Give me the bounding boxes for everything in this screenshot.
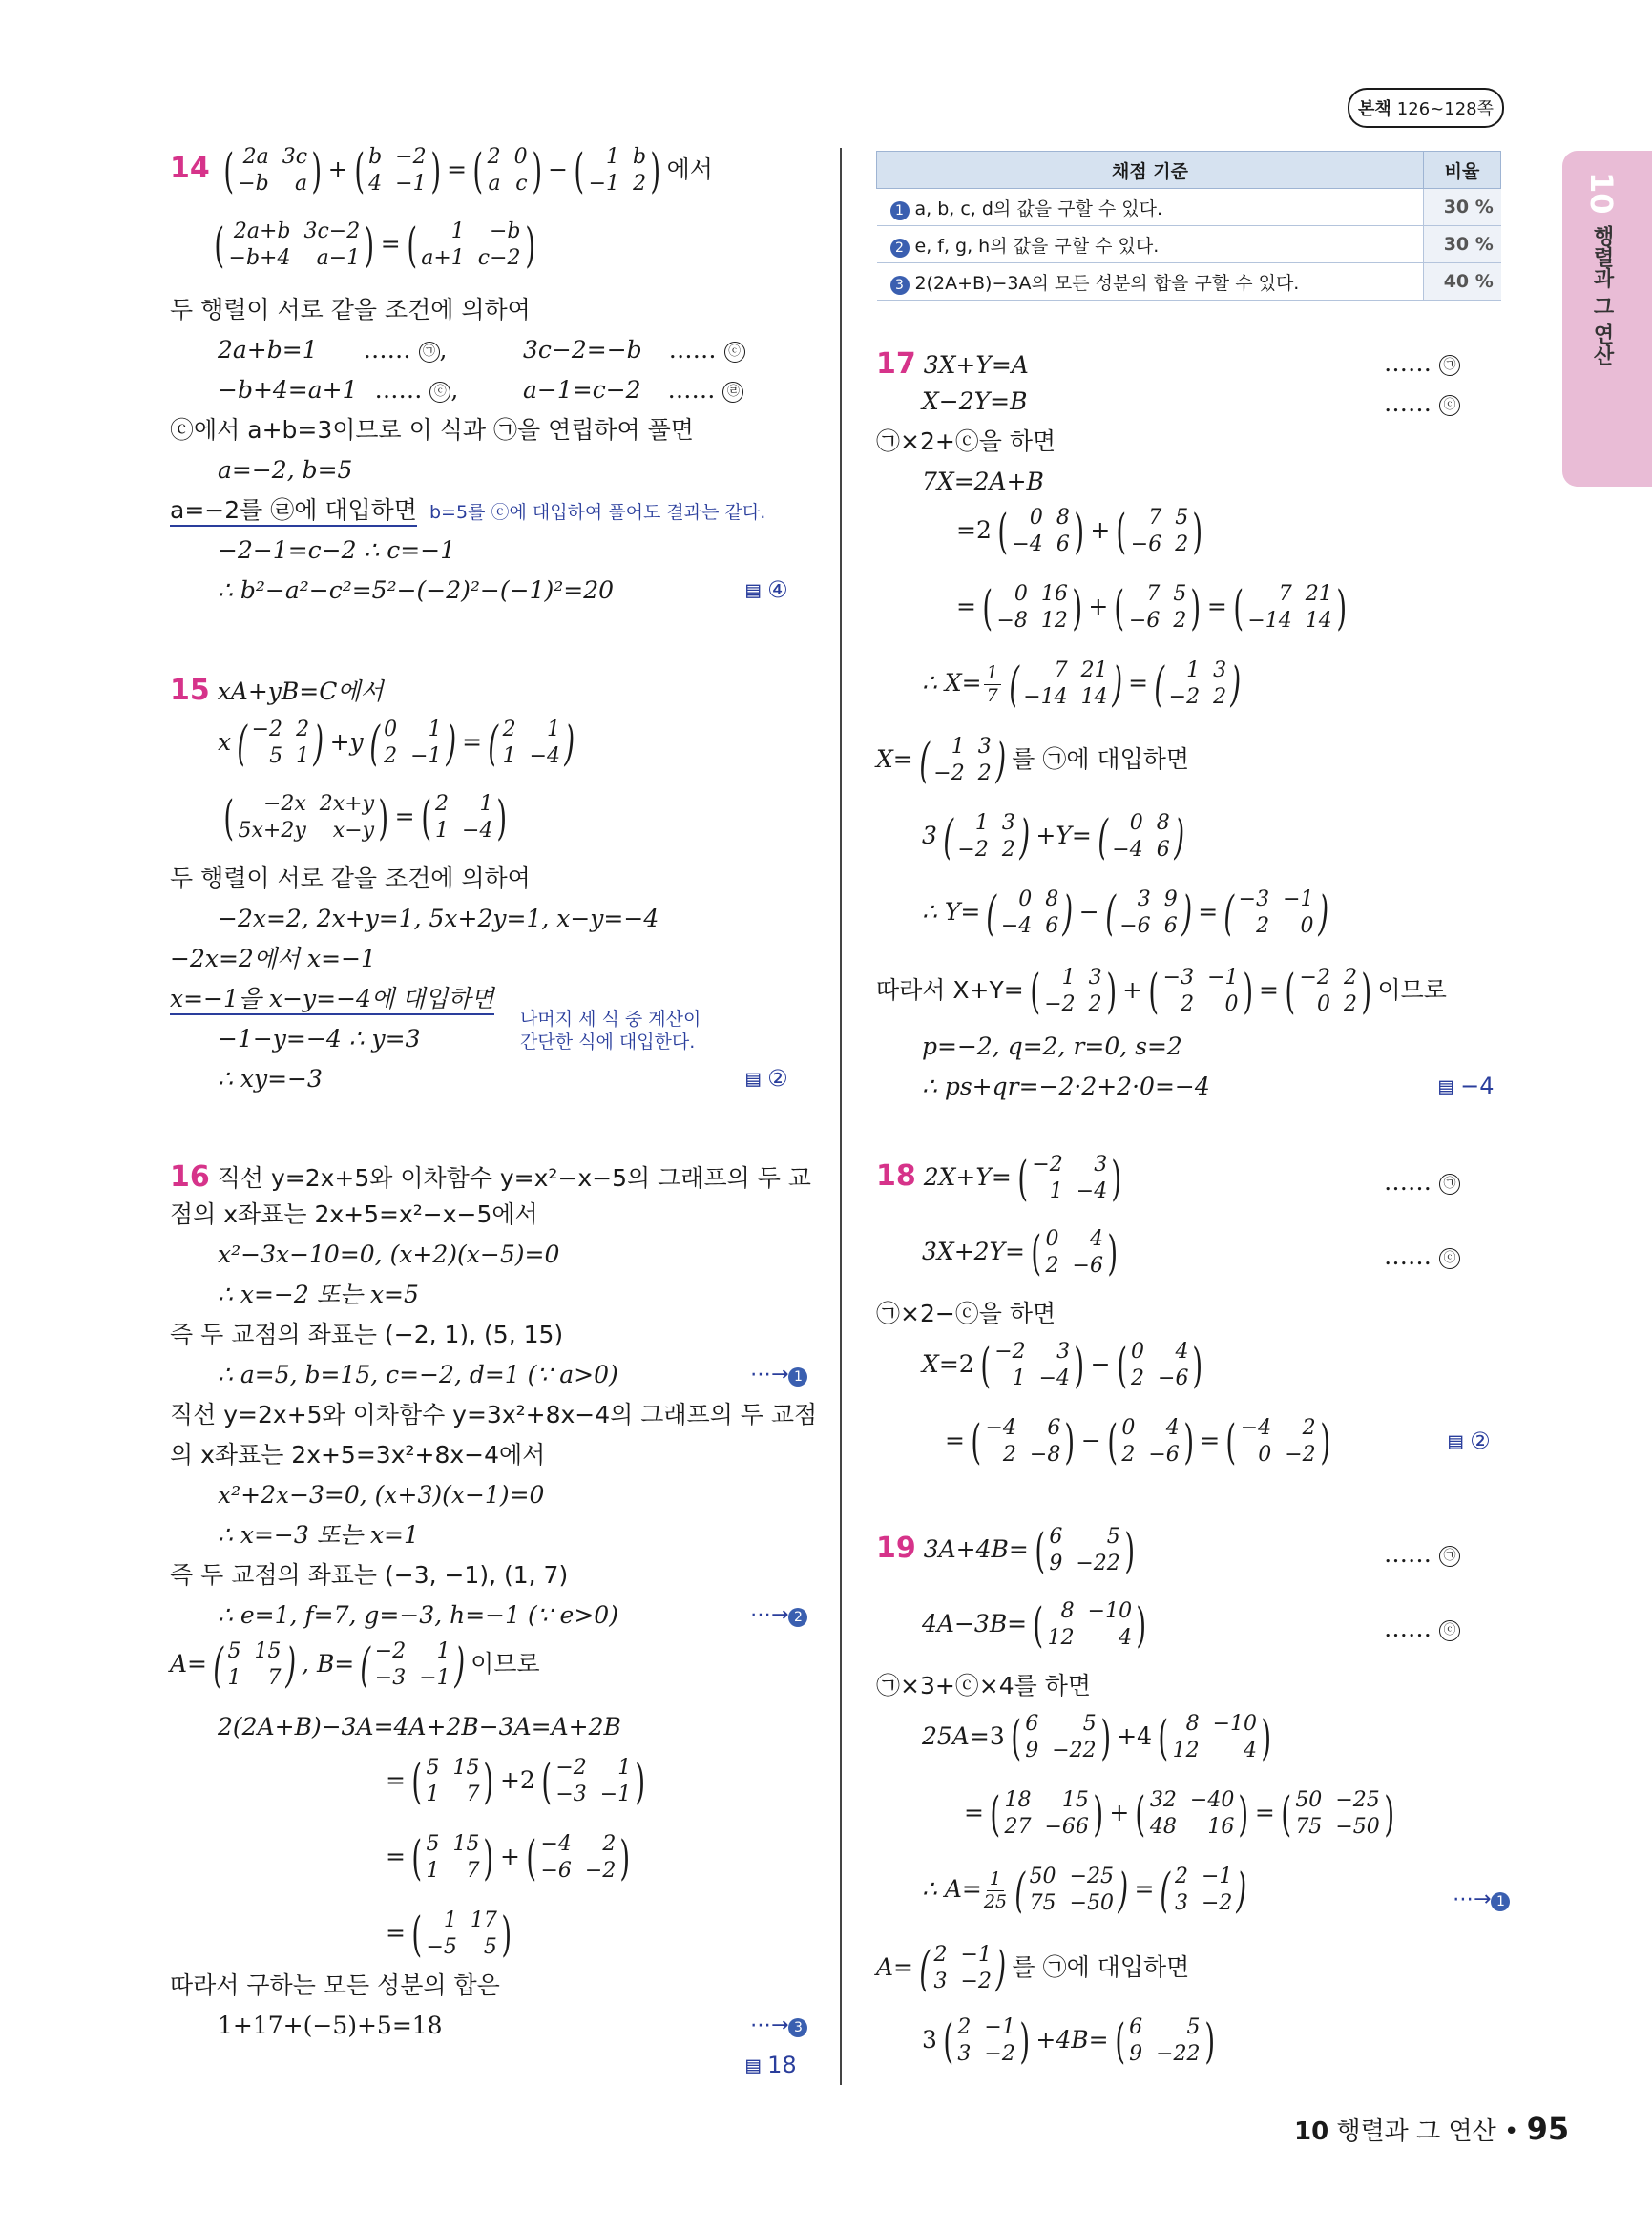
p19-A1: 25A=3 ( 6 5 9 −22 ) +4 ( 8 −10 12 4 ): [922, 1712, 1278, 1764]
p17-s2c: = ( 0 16 −8 12 ) + ( 7 5 −6 2 ) = ( 7 21 −14 14 ): [956, 582, 1352, 635]
p17-s6: ∴ ps+qr=−2·2+2·0=−4: [922, 1073, 1210, 1100]
p14-s4: a=−2, b=5: [218, 456, 353, 484]
table-row: 2 e, f, g, h의 값을 구할 수 있다. 30 %: [877, 226, 1501, 263]
p16-l16: 1+17+(−5)+5=18: [218, 2012, 443, 2039]
p14-s2: −b+4=a+1 …… ⓒ ,: [218, 376, 459, 404]
p15-cond: 두 행렬이 서로 같을 조건에 의하여: [170, 865, 531, 892]
matrix: ( 1 b −1 2 ): [574, 143, 661, 199]
matrix: ( 6 5 9 −22 ): [1035, 1523, 1135, 1579]
matrix: ( 7 5 −6 2 ): [1116, 504, 1203, 560]
p15-note2: 간단한 식에 대입한다.: [520, 1032, 696, 1053]
p17-X: ∴ X= $\frac{1}{7}$ ( 7 21 −14 14 ) = ( 1 3 −2 2 ): [922, 658, 1247, 711]
p17-s3b: 3 ( 1 3 −2 2 ) +Y= ( 0 8 −4 6 ): [922, 811, 1190, 864]
p17-s2b: =2 ( 0 8 −4 6 ) + ( 7 5 −6 2 ): [956, 506, 1209, 558]
matrix: ( 0 4 2 −6 ): [1107, 1414, 1194, 1470]
p18-X2: = ( −4 6 2 −8 ) − ( 0 4 2 −6 ) = ( −4 2 0 −2 ): [945, 1416, 1336, 1469]
matrix: ( −2x 2x+y 5x+2y x−y ): [223, 790, 389, 846]
matrix: ( −4 2 0 −2 ): [1225, 1414, 1330, 1470]
p16-ref3: ⋯→ 3: [750, 2013, 813, 2038]
matrix: ( 32 −40 48 16 ): [1135, 1786, 1249, 1843]
p16-l6: ∴ a=5, b=15, c=−2, d=1 (∵ a>0): [218, 1361, 618, 1388]
matrix: ( 50 −25 75 −50 ): [1281, 1786, 1394, 1843]
matrix: ( 2 1 1 −4 ): [488, 716, 575, 772]
p17-e1: 17 3X+Y=A: [876, 347, 1029, 381]
p16-l8: 의 x좌표는 2x+5=3x²+8x−4에서: [170, 1441, 546, 1469]
p16-answer: ▤ 18: [746, 2052, 797, 2078]
matrix: ( −2 3 1 −4 ): [1017, 1151, 1122, 1207]
matrix: ( −2 1 −3 −1 ): [360, 1637, 465, 1694]
matrix: ( 8 −10 12 4 ): [1158, 1710, 1272, 1766]
p19-A3: ∴ A= $\frac{1}{25}$ ( 50 −25 75 −50 ) = ( 2 −1 3 −2 ): [922, 1865, 1253, 1917]
p15-s5: ∴ xy=−3: [218, 1065, 323, 1093]
p16-l15: 따라서 구하는 모든 성분의 합은: [170, 1971, 500, 1999]
matrix: ( 2 −1 3 −2 ): [943, 2013, 1030, 2070]
p18-e2: 3X+2Y= ( 0 4 2 −6 ): [922, 1227, 1123, 1280]
column-divider: [840, 148, 842, 2085]
p16-l13: A= ( 5 15 1 7 ) , B= ( −2 1 −3 −1 ) 이므로: [170, 1637, 540, 1694]
p17-s4: 따라서 X+Y= ( 1 3 −2 2 ) + ( −3 −1 2 0 ) = ( −2 2 0 2 ) 이므로: [876, 964, 1447, 1020]
p16-l10: ∴ x=−3 또는 x=1: [218, 1521, 419, 1549]
matrix: ( 0 8 −4 6 ): [997, 504, 1084, 560]
matrix: ( 6 5 9 −22 ): [1114, 2013, 1215, 2070]
page-range-badge: 본책 126~128쪽: [1348, 88, 1504, 128]
p14-s2b: a−1=c−2 …… ㉣: [523, 376, 743, 405]
p17-s3: X= ( 1 3 −2 2 ) 를 ㉠에 대입하면: [876, 733, 1190, 789]
matrix: ( 5 15 1 7 ): [213, 1637, 296, 1694]
p18-e1-mark: …… ㉠: [1384, 1168, 1460, 1197]
matrix: ( 1 3 −2 2 ): [943, 809, 1030, 865]
matrix: ( 0 4 2 −6 ): [1031, 1225, 1119, 1282]
p14-s3: ⓒ에서 a+b=3이므로 이 식과 ㉠을 연립하여 풀면: [170, 416, 694, 444]
p18-e1: 18 2X+Y= ( −2 3 1 −4 ): [876, 1153, 1128, 1205]
p15-eq1: x ( −2 2 5 1 ) +y ( 0 1 2 −1 ) = ( 2 1 1 −4 ): [218, 718, 581, 770]
matrix: ( 0 8 −4 6 ): [1098, 809, 1184, 865]
p18-answer: ▤ ②: [1449, 1428, 1491, 1454]
matrix: ( b −2 4 −1 ): [353, 143, 441, 199]
p16-l14: 2(2A+B)−3A=4A+2B−3A=A+2B: [218, 1713, 621, 1741]
p15-s4: −1−y=−4 ∴ y=3: [218, 1025, 421, 1053]
matrix: ( 50 −25 75 −50 ): [1014, 1863, 1129, 1919]
p16-l1: 16 직선 y=2x+5와 이차함수 y=x²−x−5의 그래프의 두 교: [170, 1160, 811, 1194]
p16-l11: 즉 두 교점의 좌표는 (−3, −1), (1, 7): [170, 1561, 569, 1589]
matrix: ( 1 3 −2 2 ): [919, 733, 1006, 789]
matrix: ( 3 9 −6 6 ): [1105, 886, 1192, 942]
matrix: ( −2 3 1 −4 ): [980, 1338, 1085, 1394]
p17-Y: ∴ Y= ( 0 8 −4 6 ) − ( 3 9 −6 6 ) = ( −3 −1 2 0 ): [922, 887, 1334, 940]
table-row: 1 a, b, c, d의 값을 구할 수 있다. 30 %: [877, 189, 1501, 226]
p17-e2-mark: …… ⓒ: [1384, 389, 1460, 418]
p16-l5: 즉 두 교점의 좌표는 (−2, 1), (5, 15): [170, 1321, 564, 1348]
matrix: ( 2 1 1 −4 ): [420, 790, 508, 846]
p19-s1: ㉠×3+ⓒ×4를 하면: [876, 1672, 1092, 1699]
p15-s0: 15 xA+yB=C에서: [170, 674, 384, 707]
matrix: ( 5 15 1 7 ): [411, 1830, 494, 1887]
matrix: ( 2 −1 3 −2 ): [1160, 1863, 1247, 1919]
p17-e2: X−2Y=B: [922, 387, 1028, 415]
p15-s3: x=−1을 x−y=−4에 대입하면: [170, 985, 494, 1015]
matrix: ( 0 16 −8 12 ): [982, 580, 1083, 636]
matrix: ( 6 5 9 −22 ): [1011, 1710, 1111, 1766]
p14-s1: 2a+b=1 …… ㉠ ,: [218, 336, 448, 364]
p14-s6: −2−1=c−2 ∴ c=−1: [218, 536, 456, 564]
p14-note: b=5를 ⓒ에 대입하여 풀어도 결과는 같다.: [429, 502, 766, 523]
p15-eq2: ( −2x 2x+y 5x+2y x−y ) = ( 2 1 1 −4 ): [218, 792, 513, 844]
p15-answer: ▤ ②: [746, 1065, 788, 1092]
p18-X: X=2 ( −2 3 1 −4 ) − ( 0 4 2 −6 ): [922, 1340, 1209, 1392]
matrix: ( −2 1 −3 −1 ): [541, 1754, 646, 1810]
p16-l2: 점의 x좌표는 2x+5=x²−x−5에서: [170, 1200, 538, 1228]
matrix: ( 1 3 −2 2 ): [1030, 964, 1117, 1020]
p16-l14d: = ( 1 17 −5 5 ): [386, 1908, 517, 1961]
chapter-side-tab: 10 행렬과 그 연산: [1562, 151, 1652, 487]
p16-l14b: = ( 5 15 1 7 ) +2 ( −2 1 −3 −1 ): [386, 1756, 652, 1808]
p17-s2: 7X=2A+B: [922, 468, 1044, 495]
p15-s2: −2x=2에서 x=−1: [170, 945, 376, 972]
p17-s5: p=−2, q=2, r=0, s=2: [922, 1032, 1182, 1060]
matrix: ( 2a 3c −b a ): [223, 143, 323, 199]
p16-l7: 직선 y=2x+5와 이차함수 y=3x²+8x−4의 그래프의 두 교점: [170, 1401, 818, 1428]
p19-e1-mark: …… ㉠: [1384, 1540, 1460, 1569]
matrix: ( 1 17 −5 5 ): [411, 1907, 512, 1963]
p19-s3: 3 ( 2 −1 3 −2 ) +4B= ( 6 5 9 −22 ): [922, 2015, 1221, 2068]
scoring-table: [876, 151, 1501, 301]
matrix: ( −3 −1 2 0 ): [1148, 964, 1253, 1020]
matrix: ( 1 −b a+1 c−2 ): [407, 218, 535, 274]
p14-s5: a=−2를 ㉣에 대입하면: [170, 496, 417, 527]
p17-answer: ▤ −4: [1439, 1073, 1495, 1099]
matrix: ( −2 2 5 1 ): [237, 716, 324, 772]
p16-l3: x²−3x−10=0, (x+2)(x−5)=0: [218, 1241, 560, 1268]
p17-s1: ㉠×2+ⓒ을 하면: [876, 427, 1056, 455]
matrix: ( 2a+b 3c−2 −b+4 a−1 ): [214, 218, 375, 274]
matrix: ( −4 2 −6 −2 ): [526, 1830, 631, 1887]
page-footer: 10 행렬과 그 연산 • 95: [1294, 2111, 1570, 2147]
matrix: ( 2 0 a c ): [472, 143, 542, 199]
p14-s7: ∴ b²−a²−c²=5²−(−2)²−(−1)²=20: [218, 576, 615, 604]
p19-ref1: ⋯→ 1: [1453, 1887, 1516, 1912]
matrix: ( 8 −10 12 4 ): [1033, 1597, 1147, 1654]
p14-answer: ▤ ④: [746, 576, 788, 603]
matrix: ( 2 −1 3 −2 ): [919, 1941, 1007, 1997]
table-row: 3 2(2A+B)−3A의 모든 성분의 합을 구할 수 있다. 40 %: [877, 263, 1501, 301]
matrix: ( 1 3 −2 2 ): [1154, 657, 1242, 713]
table-header-ratio: 비율: [1424, 152, 1501, 189]
p19-s2: A= ( 2 −1 3 −2 ) 를 ㉠에 대입하면: [876, 1941, 1190, 1997]
table-header-criteria: 채점 기준: [877, 152, 1424, 189]
matrix: ( 7 21 −14 14 ): [1233, 580, 1347, 636]
matrix: ( 0 8 −4 6 ): [986, 886, 1074, 942]
p16-l12: ∴ e=1, f=7, g=−3, h=−1 (∵ e>0): [218, 1601, 618, 1629]
p18-s1: ㉠×2−ⓒ을 하면: [876, 1300, 1056, 1327]
matrix: ( −4 6 2 −8 ): [971, 1414, 1076, 1470]
p14-cond: 두 행렬이 서로 같을 조건에 의하여: [170, 296, 531, 323]
p16-l14c: = ( 5 15 1 7 ) + ( −4 2 −6 −2 ): [386, 1832, 637, 1885]
matrix: ( 18 15 27 −66 ): [990, 1786, 1104, 1843]
p16-ref2: ⋯→ 2: [750, 1603, 813, 1628]
matrix: ( 7 21 −14 14 ): [1009, 657, 1122, 713]
p15-note1: 나머지 세 식 중 계산이: [520, 1009, 701, 1030]
p19-e1: 19 3A+4B= ( 6 5 9 −22 ): [876, 1525, 1140, 1577]
p19-e2-mark: …… ⓒ: [1384, 1615, 1460, 1643]
p18-e2-mark: …… ⓒ: [1384, 1242, 1460, 1271]
matrix: ( 0 1 2 −1 ): [369, 716, 456, 772]
p14-s1b: 3c−2=−b …… ⓒ: [523, 336, 745, 365]
matrix: ( −3 −1 2 0 ): [1223, 886, 1328, 942]
p16-ref1: ⋯→ 1: [750, 1363, 813, 1387]
p19-A2: = ( 18 15 27 −66 ) + ( 32 −40 48 16 ) = ( 50 −25 75 −50 ): [964, 1788, 1400, 1841]
matrix: ( 5 15 1 7 ): [411, 1754, 494, 1810]
p14-line1: 14 ( 2a 3c −b a ) + ( b −2 4 −1 ) = ( 2 0 a c ) − ( 1 b −1 2 ) 에서: [170, 143, 713, 199]
p14-line2: ( 2a+b 3c−2 −b+4 a−1 ) = ( 1 −b a+1 c−2 ): [208, 219, 541, 272]
matrix: ( 7 5 −6 2 ): [1114, 580, 1202, 636]
matrix: ( −2 2 0 2 ): [1285, 964, 1372, 1020]
p16-l9: x²+2x−3=0, (x+3)(x−1)=0: [218, 1481, 545, 1509]
p19-e2: 4A−3B= ( 8 −10 12 4 ): [922, 1599, 1153, 1652]
p16-l4: ∴ x=−2 또는 x=5: [218, 1281, 419, 1308]
matrix: ( 0 4 2 −6 ): [1116, 1338, 1203, 1394]
p15-s1: −2x=2, 2x+y=1, 5x+2y=1, x−y=−4: [218, 905, 659, 932]
p17-e1-mark: …… ㉠: [1384, 349, 1460, 378]
